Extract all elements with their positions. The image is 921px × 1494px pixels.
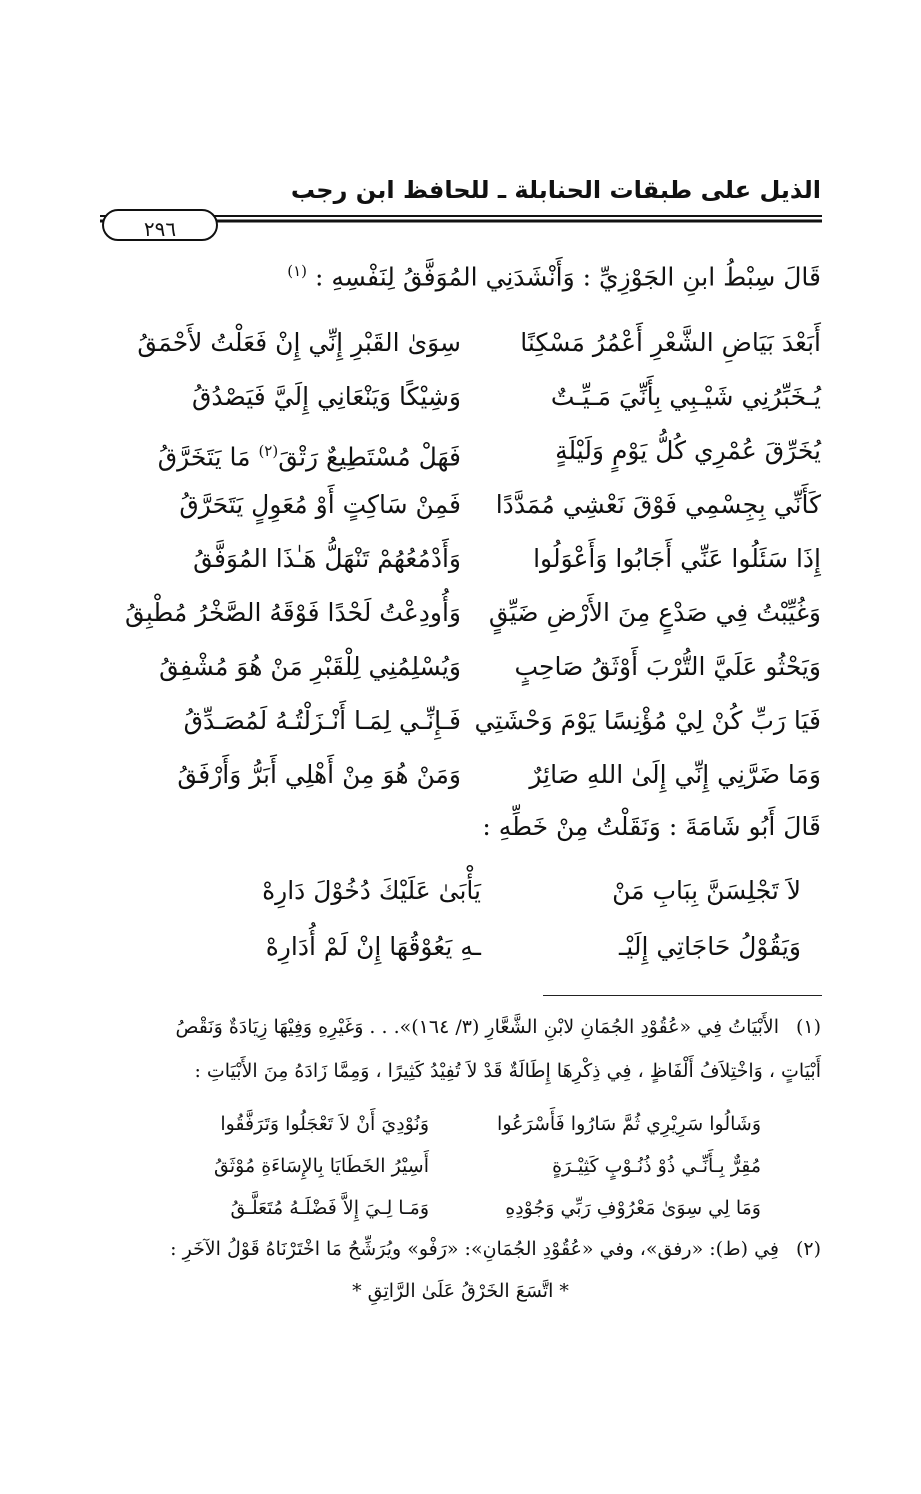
verse (99, 316, 821, 370)
hemistich-second: أَسِيْرُ الخَطَايَا بِالإِسَاءَةِ مُوْثَقُ (214, 1155, 429, 1177)
sub-intro-line: قَالَ أَبُو شَامَةَ : وَنَقَلْتُ مِنْ خَطِّهِ : (482, 812, 821, 841)
hemistich-text-end: مَا يَتَخَرَّقُ (157, 442, 259, 472)
footnote-verses (99, 1104, 821, 1230)
hemistich-second (158, 424, 461, 484)
verse (99, 1188, 821, 1230)
hemistich-first: وَشَالُوا سَرِيْرِي ثُمَّ سَارُوا فَأَسْرَعُوا (497, 1113, 761, 1135)
poem-2 (99, 864, 821, 976)
hemistich-first: وَيَحْثُو عَلَيَّ التُّرْبَ أَوْثَقُ صَاحِبٍ (514, 652, 821, 681)
verse (99, 478, 821, 532)
hemistich-first: وَمَا ضَرَّنِي إِنِّي إِلَىٰ اللهِ صَائِرٌ (529, 760, 821, 789)
verse (99, 370, 821, 424)
hemistich-first: وَيَقُوْلُ حَاجَاتِي إِلَيْـ (618, 932, 801, 961)
hemistich-first: يُـخَبِّرُنِي شَيْـبِي بِأَنِّيَ مَـيِّـتٌ (550, 382, 821, 411)
footnote-1-continuation: أَبْيَاتٍ ، وَاخْتِلاَفُ أَلْفَاظٍ ، فِي ذِكْرِهَا إِطَالَةٌ قَدْ لاَ تُفِيْدُ كَثِيرًا ، وَمِمَّا زَادَهُ مِنَ الأَبْيَاتِ : (194, 1060, 821, 1082)
hemistich-first: مُقِرٌّ بِـأَنِّـي ذُوْ ذُنُـوْبٍ كَثِيْـرَةٍ (552, 1155, 761, 1177)
hemistich-first: يُخَرِّقَ عُمْرِي كُلُّ يَوْمٍ وَلَيْلَةٍ (555, 436, 821, 465)
poem (99, 316, 821, 802)
verse (99, 1104, 821, 1146)
hemistich-first: وَمَا لِي سِوَىٰ مَعْرُوْفِ رَبِّي وَجُوْدِهِ (505, 1197, 761, 1219)
footnote-separator (543, 995, 822, 996)
verse (99, 694, 821, 748)
hemistich-second: وَمَـا لِـيَ إِلاَّ فَضْلَـهُ مُتَعَلَّـقُ (230, 1197, 429, 1219)
hemistich-second: يَأْبَىٰ عَلَيْكَ دُخُوْلَ دَارِهْ (262, 876, 481, 905)
hemistich-second: ـهِ يَعُوْقُهَا إِنْ لَمْ أُدَارِهْ (265, 932, 481, 961)
hemistich-first: لاَ تَجْلِسَنَّ بِبَابِ مَنْ (612, 876, 801, 905)
footnote-text: الأَبْيَاتُ فِي «عُقُوْدِ الجُمَانِ لابْنِ الشَّعَّارِ (٣/ ١٦٤)». . . وَغَيْرِهِ وَفِيْهَا زِيَادَةٌ وَنَقْصُ (175, 1016, 779, 1038)
footnote-number: (١) (795, 1016, 821, 1038)
footnote-text: فِي (ط): «رفق»، وفي «عُقُوْدِ الجُمَانِ»: «رَفْو» ويُرَشِّحُ مَا اخْتَرْنَاهُ قَوْلُ الآخَرِ : (170, 1238, 779, 1260)
hemistich-second: وَنُوْدِيَ أَنْ لاَ تَعْجَلُوا وَتَرَفَّقُوا (220, 1113, 429, 1135)
verse (99, 424, 821, 478)
footnote-ref-1: (١) (287, 262, 308, 280)
hemistich-first: كَأَنِّي بِجِسْمِي فَوْقَ نَعْشِي مُمَدَّدًا (495, 490, 821, 519)
hemistich-text: فَهَلْ مُسْتَطِيعٌ رَتْقَ (278, 442, 461, 472)
verse (99, 864, 821, 920)
verse (99, 1146, 821, 1188)
verse (99, 532, 821, 586)
verse (99, 920, 821, 976)
page-number: ٢٩٦ (143, 217, 177, 241)
verse (99, 748, 821, 802)
hemistich-second: وَأُودِعْتُ لَحْدًا فَوْقَهُ الصَّخْرُ مُطْبِقُ (125, 598, 461, 627)
running-title: الذيل على طبقات الحنابلة ـ للحافظ ابن رجب (290, 176, 821, 204)
verse (99, 586, 821, 640)
footnote-ref-2: (٢) (258, 442, 279, 460)
hemistich-first: فَيَا رَبِّ كُنْ لِيْ مُؤْنِسًا يَوْمَ وَحْشَتِي (474, 706, 821, 735)
footnote-number: (٢) (795, 1238, 821, 1260)
intro-line (287, 262, 821, 291)
hemistich-first: إِذَا سَئَلُوا عَنِّي أَجَابُوا وَأَعْوَلُوا (533, 544, 821, 573)
footnote-2-quote: * اتَّسَعَ الخَرْقُ عَلَىٰ الرَّاتِقِ * (352, 1280, 569, 1302)
intro-text: قَالَ سِبْطُ ابنِ الجَوْزِيِّ : وَأَنْشَدَنِي المُوَفَّقُ لِنَفْسِهِ : (314, 262, 821, 292)
hemistich-second: فَمِنْ سَاكِتٍ أَوْ مُعَوِلٍ يَتَحَرَّقُ (179, 490, 461, 519)
verse (99, 640, 821, 694)
hemistich-second: وَشِيْكًا وَيَنْعَانِي إِلَيَّ فَيَصْدُقُ (192, 382, 461, 411)
hemistich-second: وَأَدْمُعُهُمْ تَنْهَلُّ هَـٰذَا المُوَفَّقُ (193, 544, 461, 573)
hemistich-second: فَـإِنِّـي لِمَـا أَنْـزَلْتُـهُ لَمُصَـدِّقُ (183, 706, 461, 735)
hemistich-second: وَيُسْلِمُنِي لِلْقَبْرِ مَنْ هُوَ مُشْفِقُ (159, 652, 461, 681)
hemistich-second: سِوَىٰ القَبْرِ إِنِّي إِنْ فَعَلْتُ لأَحْمَقُ (137, 328, 461, 357)
hemistich-first: وَغُيِّبْتُ فِي صَدْعٍ مِنَ الأَرْضِ ضَيِّقٍ (488, 598, 821, 627)
hemistich-first: أَبَعْدَ بَيَاضِ الشَّعْرِ أَعْمُرُ مَسْكِنًا (520, 328, 821, 357)
hemistich-second: وَمَنْ هُوَ مِنْ أَهْلِي أَبَرُّ وَأَرْفَقُ (177, 760, 461, 789)
